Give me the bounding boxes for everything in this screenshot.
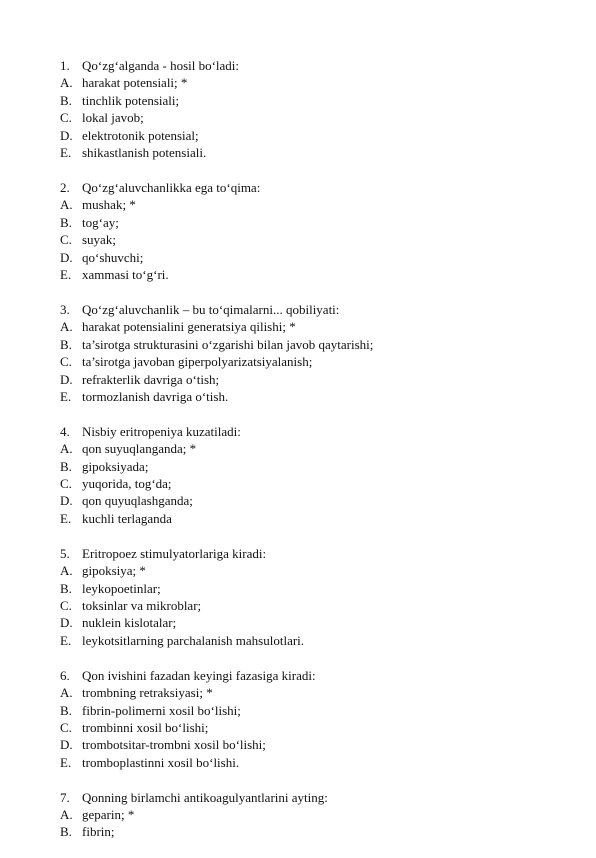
question-stem [60, 301, 560, 318]
option-text: yuqorida, tog‘da; [82, 476, 172, 492]
option-text: trombning retraksiyasi; * [82, 685, 213, 701]
answer-option [60, 109, 560, 126]
question-number: 3. [60, 301, 70, 317]
question-text: Nisbiy eritropeniya kuzatiladi: [82, 423, 241, 439]
option-letter: D. [60, 371, 73, 387]
answer-option [60, 336, 560, 353]
question-number: 6. [60, 667, 70, 683]
option-letter: A. [60, 563, 73, 579]
option-text: toksinlar va mikroblar; [82, 597, 202, 613]
answer-option [60, 702, 560, 719]
option-text: kuchli terlaganda [82, 510, 172, 526]
option-text: leykopoetinlar; [82, 580, 161, 596]
answer-option [60, 458, 560, 475]
question-block [60, 789, 560, 841]
option-text: qon quyuqlashganda; [82, 493, 193, 509]
question-stem [60, 667, 560, 684]
answer-option [60, 388, 560, 405]
option-text: harakat potensialini generatsiya qilishi; * [82, 319, 296, 335]
option-text: trombotsitar-trombni xosil bo‘lishi; [82, 737, 266, 753]
option-letter: B. [60, 458, 72, 474]
question-number: 5. [60, 545, 70, 561]
option-text: tog‘ay; [82, 214, 119, 230]
question-block [60, 667, 560, 771]
option-letter: B. [60, 92, 72, 108]
question-block [60, 179, 560, 283]
question-text: Qo‘zg‘alganda - hosil bo‘ladi: [82, 58, 240, 73]
option-letter: C. [60, 110, 72, 126]
option-text: fibrin; [82, 824, 115, 840]
option-text: tinchlik potensiali; [82, 92, 180, 108]
option-text: geparin; * [82, 807, 135, 823]
option-text: gipoksiya; * [82, 563, 146, 579]
question-text: Eritropoez stimulyatorlariga kiradi: [82, 545, 267, 561]
option-text: nuklein kislotalar; [82, 615, 177, 631]
answer-option [60, 266, 560, 283]
question-number: 4. [60, 423, 70, 439]
option-text: suyak; [82, 232, 116, 248]
option-letter: C. [60, 719, 72, 735]
option-text: harakat potensiali; * [82, 75, 188, 91]
option-letter: B. [60, 336, 72, 352]
answer-option [60, 74, 560, 91]
option-letter: D. [60, 615, 73, 631]
option-text: fibrin-polimerni xosil bo‘lishi; [82, 702, 241, 718]
option-text: xammasi to‘g‘ri. [82, 266, 169, 282]
question-stem [60, 423, 560, 440]
option-letter: A. [60, 75, 73, 91]
option-letter: D. [60, 249, 73, 265]
option-text: mushak; * [82, 197, 136, 213]
question-stem [60, 179, 560, 196]
answer-option [60, 597, 560, 614]
answer-option [60, 475, 560, 492]
answer-option [60, 806, 560, 823]
option-letter: E. [60, 632, 72, 648]
option-letter: B. [60, 214, 72, 230]
option-letter: D. [60, 493, 73, 509]
question-block [60, 545, 560, 649]
option-letter: B. [60, 580, 72, 596]
answer-option [60, 736, 560, 753]
option-letter: E. [60, 510, 72, 526]
option-text: elektrotonik potensial; [82, 127, 199, 143]
option-letter: C. [60, 232, 72, 248]
option-letter: E. [60, 145, 72, 161]
option-text: tormozlanish davriga o‘tish. [82, 388, 229, 404]
option-text: ta’sirotga strukturasini o‘zgarishi bilan javob qaytarishi; [82, 336, 374, 352]
answer-option [60, 353, 560, 370]
option-letter: C. [60, 354, 72, 370]
answer-option [60, 214, 560, 231]
option-text: tromboplastinni xosil bo‘lishi. [82, 754, 240, 770]
question-stem [60, 545, 560, 562]
option-text: leykotsitlarning parchalanish mahsulotlari. [82, 632, 305, 648]
answer-option [60, 632, 560, 649]
option-letter: C. [60, 597, 72, 613]
option-letter: A. [60, 319, 73, 335]
answer-option [60, 127, 560, 144]
answer-option [60, 196, 560, 213]
question-number: 2. [60, 179, 70, 195]
answer-option [60, 318, 560, 335]
option-letter: D. [60, 737, 73, 753]
option-text: shikastlanish potensiali. [82, 145, 207, 161]
option-text: trombinni xosil bo‘lishi; [82, 719, 209, 735]
question-block [60, 423, 560, 527]
answer-option [60, 580, 560, 597]
option-letter: B. [60, 824, 72, 840]
answer-option [60, 684, 560, 701]
answer-option [60, 823, 560, 840]
option-letter: D. [60, 127, 73, 143]
option-letter: E. [60, 266, 72, 282]
answer-option [60, 754, 560, 771]
option-letter: A. [60, 685, 73, 701]
answer-option [60, 614, 560, 631]
answer-option [60, 562, 560, 579]
option-text: qo‘shuvchi; [82, 249, 144, 265]
answer-option [60, 144, 560, 161]
answer-option [60, 249, 560, 266]
option-letter: C. [60, 476, 72, 492]
answer-option [60, 440, 560, 457]
answer-option [60, 719, 560, 736]
question-text: Qonning birlamchi antikoagulyantlarini ayting: [82, 789, 328, 805]
answer-option [60, 510, 560, 527]
option-text: gipoksiyada; [82, 458, 149, 474]
question-text: Qon ivishini fazadan keyingi fazasiga kiradi: [82, 667, 316, 683]
question-stem [60, 57, 560, 74]
answer-option [60, 92, 560, 109]
option-letter: A. [60, 441, 73, 457]
option-text: refrakterlik davriga o‘tish; [82, 371, 220, 387]
option-text: lokal javob; [82, 110, 144, 126]
option-letter: A. [60, 197, 73, 213]
answer-option [60, 231, 560, 248]
question-text: Qo‘zg‘aluvchanlik – bu to‘qimalarni... qobiliyati: [82, 301, 340, 317]
question-text: Qo‘zg‘aluvchanlikka ega to‘qima: [82, 179, 261, 195]
question-block [60, 301, 560, 405]
question-list [60, 57, 560, 858]
option-letter: E. [60, 754, 72, 770]
answer-option [60, 371, 560, 388]
option-text: ta’sirotga javoban giperpolyarizatsiyalanish; [82, 354, 313, 370]
option-letter: A. [60, 807, 73, 823]
question-stem [60, 789, 560, 806]
option-letter: E. [60, 388, 72, 404]
question-number: 7. [60, 789, 70, 805]
option-letter: B. [60, 702, 72, 718]
option-text: qon suyuqlanganda; * [82, 441, 197, 457]
question-block [60, 57, 560, 161]
answer-option [60, 492, 560, 509]
question-number: 1. [60, 58, 70, 73]
